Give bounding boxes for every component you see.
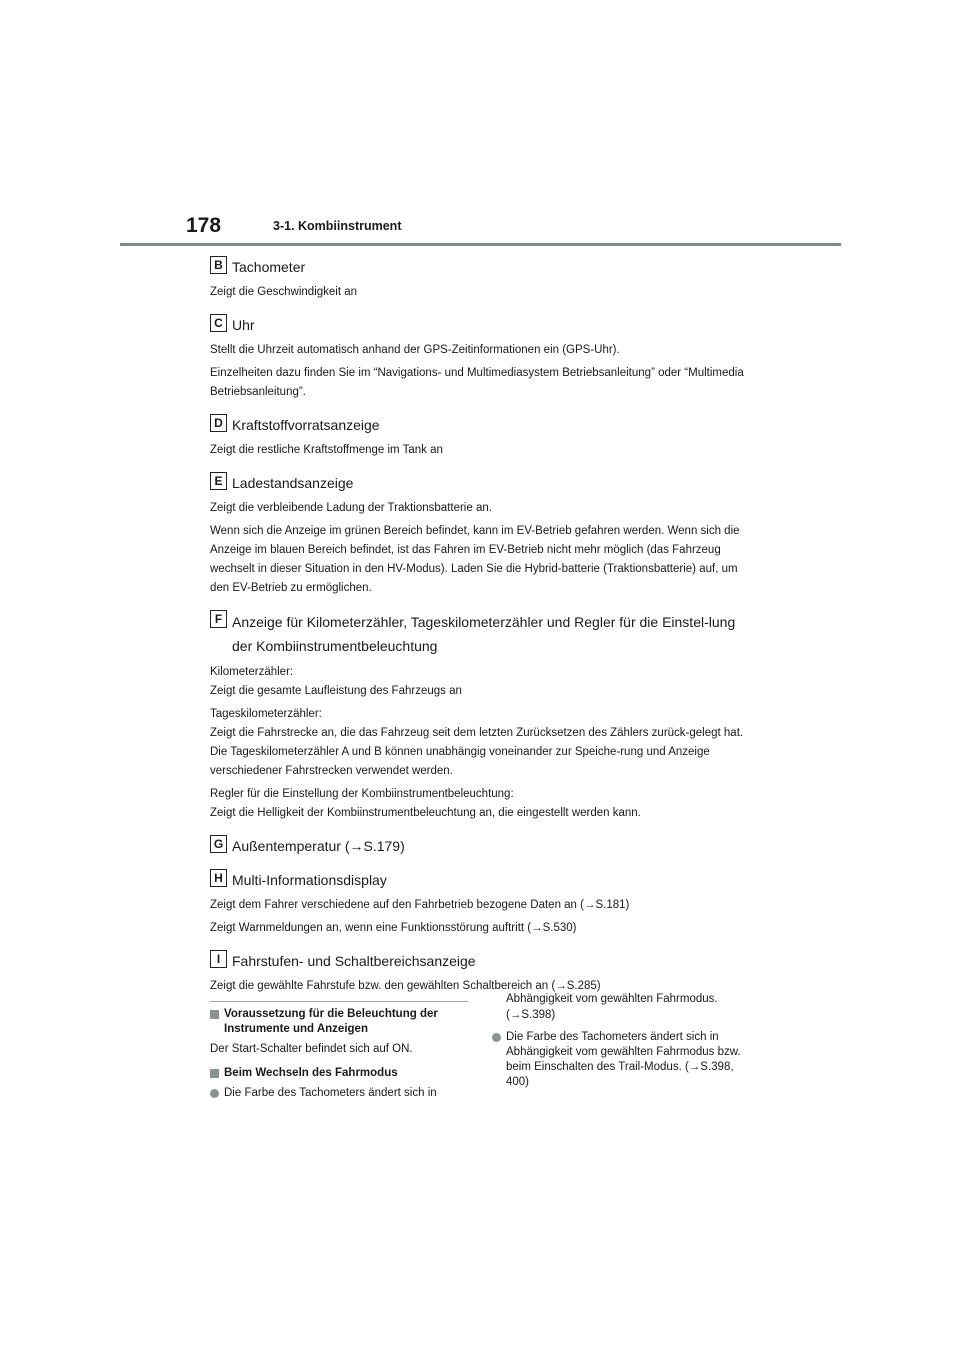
item-uhr xyxy=(210,314,750,402)
note-heading: Voraussetzung für die Beleuchtung der Instrumente und Anzeigen xyxy=(210,1007,472,1037)
header-divider xyxy=(120,243,841,246)
item-badge: C xyxy=(210,314,227,332)
item-badge: F xyxy=(210,610,227,628)
item-badge: B xyxy=(210,256,227,274)
item-title: Außentemperatur (→S.179) xyxy=(232,838,405,854)
item-text: Zeigt Warnmeldungen an, wenn eine Funktionsstörung auftritt (→S.530) xyxy=(210,922,577,934)
item-title: Multi-Informationsdisplay xyxy=(232,872,387,888)
notes-right-column xyxy=(492,992,754,1096)
item-text: Zeigt die gewählte Fahrstufe bzw. den gewählten Schaltbereich an (→S.285) xyxy=(210,980,601,992)
dot-bullet-icon xyxy=(492,1033,501,1042)
item-aussentemperatur xyxy=(210,835,750,857)
item-text: Zeigt dem Fahrer verschiedene auf den Fahrbetrieb bezogene Daten an (→S.181) xyxy=(210,899,630,911)
item-kilometerzaehler xyxy=(210,610,750,823)
item-title: Fahrstufen- und Schaltbereichsanzeige xyxy=(232,953,476,969)
item-badge: E xyxy=(210,472,227,490)
item-list xyxy=(210,256,750,1004)
item-multi-info xyxy=(210,869,750,938)
page-number: 178 xyxy=(186,214,222,237)
bullet-item: Die Farbe des Tachometers ändert sich in Abhängigkeit vom gewählten Fahrmodus bzw. beim Einschalten des Trail-Modus. (→S.398, 400) xyxy=(492,1030,754,1090)
bullet-item: Die Farbe des Tachometers ändert sich in xyxy=(210,1086,472,1101)
item-kraftstoff xyxy=(210,414,750,460)
note-text: Der Start-Schalter befindet sich auf ON. xyxy=(210,1043,413,1055)
item-text: Wenn sich die Anzeige im grünen Bereich befindet, kann im EV-Betrieb gefahren werden. Wenn sich die Anzeige im blauen Bereich befindet, ist das Fahren im EV-Betrieb nicht mehr möglich (das Fahrzeug wechselt in dieser Situation in den HV-Modus). Laden Sie die Hybrid-batterie (Traktionsbatterie) auf, um den EV-Betrieb zu ermöglichen. xyxy=(210,525,740,594)
square-bullet-icon xyxy=(210,1069,219,1078)
item-text: Zeigt die Geschwindigkeit an xyxy=(210,286,358,298)
item-text: Zeigt die verbleibende Ladung der Traktionsbatterie an. xyxy=(210,502,492,514)
item-badge: H xyxy=(210,869,227,887)
bullet-continuation: Abhängigkeit vom gewählten Fahrmodus. (→S.398) xyxy=(506,993,718,1021)
item-title: Tachometer xyxy=(232,259,306,275)
item-text: Zeigt die restliche Kraftstoffmenge im Tank an xyxy=(210,444,443,456)
item-text: Stellt die Uhrzeit automatisch anhand der GPS-Zeitinformationen ein (GPS-Uhr). xyxy=(210,344,620,356)
item-title: Kraftstoffvorratsanzeige xyxy=(232,417,380,433)
item-text: Kilometerzähler: Zeigt die gesamte Laufleistung des Fahrzeugs an xyxy=(210,666,462,697)
item-title: Anzeige für Kilometerzähler, Tageskilometerzähler und Regler für die Einstel-lung der Kombiinstrumentbeleuchtung xyxy=(232,614,736,654)
item-text: Einzelheiten dazu finden Sie im “Navigations- und Multimediasystem Betriebsanleitung” oder “Multimedia Betriebsanleitung”. xyxy=(210,367,744,398)
notes-left-column xyxy=(210,1007,472,1107)
item-title: Uhr xyxy=(232,317,255,333)
page-header xyxy=(0,0,960,250)
item-ladestand xyxy=(210,472,750,598)
square-bullet-icon xyxy=(210,1010,219,1019)
notes-divider xyxy=(210,1001,468,1002)
item-text: Regler für die Einstellung der Kombiinstrumentbeleuchtung: Zeigt die Helligkeit der Kombiinstrumentbeleuchtung an, die eingestellt werden kann. xyxy=(210,788,641,819)
item-badge: D xyxy=(210,414,227,432)
item-fahrstufen xyxy=(210,950,750,996)
item-tachometer xyxy=(210,256,750,302)
item-badge: I xyxy=(210,950,227,968)
item-badge: G xyxy=(210,835,227,853)
section-title: 3-1. Kombiinstrument xyxy=(273,219,402,233)
dot-bullet-icon xyxy=(210,1089,219,1098)
note-heading: Beim Wechseln des Fahrmodus xyxy=(210,1066,472,1081)
item-title: Ladestandsanzeige xyxy=(232,475,354,491)
item-text: Tageskilometerzähler: Zeigt die Fahrstrecke an, die das Fahrzeug seit dem letzten Zurücksetzen des Zählers zurück-gelegt hat. Die Tageskilometerzähler A und B können unabhängig voneinander zur Speiche-rung und Anzeige verschiedener Fahrstrecken verwendet werden. xyxy=(210,708,744,777)
